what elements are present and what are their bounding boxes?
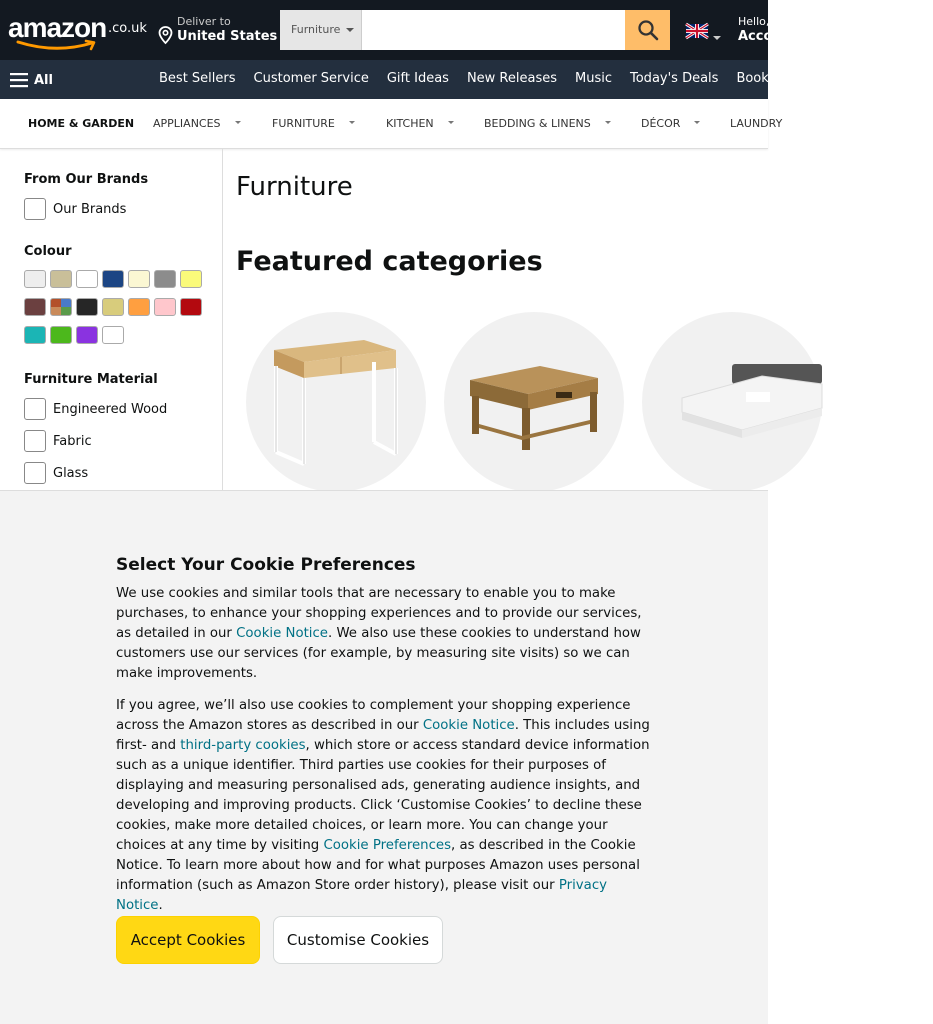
account-label: Account [738, 29, 798, 44]
account-greeting: Hello, [738, 15, 770, 28]
colour-swatch[interactable] [50, 298, 72, 316]
colour-swatch[interactable] [76, 298, 98, 316]
amazon-logo[interactable] [8, 12, 148, 50]
subnav-label: DÉCOR [641, 117, 681, 130]
category-desks[interactable] [246, 312, 426, 492]
cookie-text: , as described in the Cookie Notice. To learn more about how and for what purposes Amazon uses personal information (such as Amazon Store order history), please visit our [116, 838, 640, 893]
caret-down-icon [694, 121, 700, 124]
colour-swatch[interactable] [154, 270, 176, 288]
caret-down-icon [448, 121, 454, 124]
cookie-text: . We also use these cookies to understand how customers use our services (for example, by measuring site visits) so we can make improvements. [116, 626, 641, 681]
checkbox[interactable] [24, 398, 46, 420]
page-title: Furniture [236, 172, 353, 202]
cookie-text: . This includes using first- and [116, 718, 650, 753]
nav-link-books[interactable]: Books [736, 71, 776, 86]
deliver-label: Deliver to [177, 15, 231, 28]
cookie-preferences-link[interactable]: Cookie Preferences [323, 838, 452, 853]
cookie-paragraph-1 [116, 584, 656, 684]
colour-swatch[interactable] [50, 270, 72, 288]
uk-flag-icon[interactable] [686, 24, 708, 38]
filter-label: Glass [53, 465, 89, 481]
privacy-notice-link[interactable]: Privacy Notice [116, 878, 608, 913]
subnav-appliances[interactable] [153, 117, 241, 130]
cookie-banner [0, 490, 768, 1024]
location-pin-icon [158, 26, 173, 44]
search-category-label: Furniture [291, 23, 341, 36]
nav-link-todays-deals[interactable]: Today's Deals [630, 71, 719, 86]
colour-swatch[interactable] [102, 298, 124, 316]
cookie-text: If you agree, we’ll also use cookies to complement your shopping experience across the Amazon stores as described in our [116, 698, 631, 733]
filter-label: Engineered Wood [53, 401, 168, 417]
subnav-decor[interactable] [641, 117, 700, 130]
cookie-text: , which store or access standard device information such as a unique identifier. Third parties use cookies for their purposes of displaying and measuring personalised ads, generating audience insights, and developing and improving products. Click ‘Customise Cookies’ to decline these cookies, make more detailed choices, or learn more. You can change your choices at any time by visiting [116, 738, 650, 853]
deliver-location: United States [177, 29, 278, 44]
checkbox[interactable] [24, 462, 46, 484]
colour-swatch[interactable] [76, 270, 98, 288]
colour-swatch[interactable] [128, 298, 150, 316]
subnav-label: FURNITURE [272, 117, 335, 130]
colour-swatch[interactable] [180, 298, 202, 316]
filter-label: Fabric [53, 433, 92, 449]
cookie-text: We use cookies and similar tools that are necessary to enable you to make purchases, to enhance your shopping experiences and to provide our services, as detailed in our [116, 586, 642, 641]
subnav-laundry[interactable]: LAUNDRY [730, 117, 783, 130]
caret-down-icon [235, 121, 241, 124]
caret-down-icon [346, 28, 354, 32]
colour-swatch[interactable] [50, 326, 72, 344]
checkbox[interactable] [24, 198, 46, 220]
hamburger-icon [10, 72, 28, 88]
filter-label: Our Brands [53, 201, 127, 217]
search-bar [280, 10, 670, 50]
caret-down-icon [713, 36, 721, 40]
nav-links [159, 71, 933, 86]
nav-link-gift-ideas[interactable]: Gift Ideas [386, 71, 449, 86]
nav-link-customer-service[interactable]: Customer Service [253, 71, 369, 86]
bed-image [642, 312, 822, 492]
main-nav [0, 60, 915, 99]
search-category-dropdown[interactable] [280, 10, 362, 50]
logo-tld: .co.uk [108, 21, 147, 36]
cookie-paragraph-2 [116, 696, 656, 916]
search-input[interactable] [362, 10, 625, 50]
coffee-table-image [444, 312, 624, 492]
colour-swatch[interactable] [24, 326, 46, 344]
category-coffee-tables[interactable] [444, 312, 624, 492]
colour-swatch[interactable] [102, 326, 124, 344]
all-menu-button[interactable] [10, 71, 53, 89]
colour-heading: Colour [24, 244, 72, 259]
subnav-home-garden[interactable]: HOME & GARDEN [28, 117, 135, 130]
colour-swatch[interactable] [128, 270, 150, 288]
search-icon [637, 19, 659, 41]
filter-glass[interactable] [24, 462, 88, 484]
filter-fabric[interactable] [24, 430, 92, 452]
colour-swatch[interactable] [24, 270, 46, 288]
accept-cookies-button[interactable]: Accept Cookies [116, 916, 260, 964]
colour-swatch[interactable] [102, 270, 124, 288]
subnav-furniture[interactable] [272, 117, 355, 130]
account-menu[interactable] [738, 14, 798, 48]
nav-link-new-releases[interactable]: New Releases [466, 71, 557, 86]
material-heading: Furniture Material [24, 372, 158, 387]
cookie-notice-link[interactable]: Cookie Notice [422, 718, 515, 733]
cookie-notice-link[interactable]: Cookie Notice [236, 626, 328, 641]
subnav-bedding-linens[interactable] [484, 117, 611, 130]
featured-categories-heading: Featured categories [236, 246, 543, 277]
subnav-kitchen[interactable] [386, 117, 454, 130]
top-header [0, 0, 798, 60]
deliver-to[interactable] [158, 14, 278, 48]
filter-our-brands[interactable] [24, 198, 126, 220]
filter-sidebar [0, 149, 223, 490]
smile-arrow-icon [16, 40, 100, 52]
category-subnav [0, 99, 783, 149]
colour-swatch[interactable] [24, 298, 46, 316]
third-party-cookies-link[interactable]: third-party cookies [180, 738, 306, 753]
cookie-text: . [158, 898, 163, 913]
logo-wordmark: amazon [8, 12, 107, 43]
nav-link-pc-video-games[interactable]: PC & Video Games [793, 71, 915, 86]
subnav-label: KITCHEN [386, 117, 434, 130]
caret-down-icon [605, 121, 611, 124]
subnav-label: BEDDING & LINENS [484, 117, 591, 130]
filter-engineered-wood[interactable] [24, 398, 167, 420]
all-menu-label: All [34, 72, 53, 88]
customise-cookies-button[interactable]: Customise Cookies [273, 916, 443, 964]
subnav-label: APPLIANCES [153, 117, 221, 130]
search-button[interactable] [625, 10, 670, 50]
nav-link-best-sellers[interactable]: Best Sellers [159, 71, 236, 86]
checkbox[interactable] [24, 430, 46, 452]
cookie-title: Select Your Cookie Preferences [116, 555, 416, 575]
colour-swatch[interactable] [154, 298, 176, 316]
nav-link-music[interactable]: Music [575, 71, 612, 86]
colour-swatch[interactable] [180, 270, 202, 288]
category-beds[interactable] [642, 312, 822, 492]
desk-image [246, 312, 426, 492]
brands-heading: From Our Brands [24, 172, 149, 187]
caret-down-icon [349, 121, 355, 124]
colour-swatch[interactable] [76, 326, 98, 344]
